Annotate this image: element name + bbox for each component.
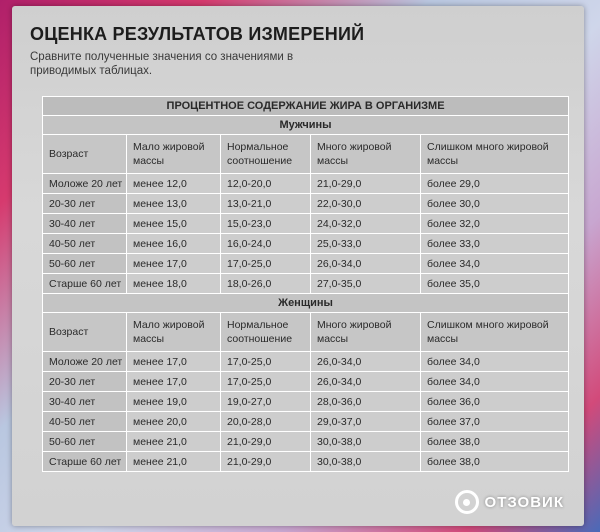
value-cell: более 38,0	[421, 452, 569, 472]
age-cell: 30-40 лет	[43, 214, 127, 234]
age-cell: 40-50 лет	[43, 412, 127, 432]
age-cell: Старше 60 лет	[43, 274, 127, 294]
table-row	[43, 214, 569, 234]
column-header: Слишком много жировой массы	[421, 135, 569, 174]
value-cell: более 35,0	[421, 274, 569, 294]
value-cell: менее 15,0	[127, 214, 221, 234]
value-cell: более 29,0	[421, 174, 569, 194]
table-row	[43, 432, 569, 452]
column-header: Нормальное соотношение	[221, 135, 311, 174]
table-row	[43, 412, 569, 432]
column-header: Нормальное соотношение	[221, 313, 311, 352]
value-cell: более 34,0	[421, 254, 569, 274]
age-cell: 40-50 лет	[43, 234, 127, 254]
value-cell: менее 20,0	[127, 412, 221, 432]
value-cell: 18,0-26,0	[221, 274, 311, 294]
value-cell: 27,0-35,0	[311, 274, 421, 294]
value-cell: 16,0-24,0	[221, 234, 311, 254]
table-row	[43, 174, 569, 194]
value-cell: менее 19,0	[127, 392, 221, 412]
value-cell: более 32,0	[421, 214, 569, 234]
value-cell: 26,0-34,0	[311, 254, 421, 274]
value-cell: 21,0-29,0	[221, 432, 311, 452]
value-cell: более 30,0	[421, 194, 569, 214]
value-cell: более 33,0	[421, 234, 569, 254]
table-row	[43, 274, 569, 294]
value-cell: менее 13,0	[127, 194, 221, 214]
page-subtitle: Сравните полученные значения со значениями в приводимых таблицах.	[30, 51, 294, 77]
table-row	[43, 372, 569, 392]
column-header-row	[43, 135, 569, 174]
table-heading: ПРОЦЕНТНОЕ СОДЕРЖАНИЕ ЖИРА В ОРГАНИЗМЕ	[43, 97, 569, 116]
value-cell: более 37,0	[421, 412, 569, 432]
value-cell: 17,0-25,0	[221, 372, 311, 392]
age-cell: 20-30 лет	[43, 194, 127, 214]
column-header: Много жировой массы	[311, 313, 421, 352]
age-cell: Старше 60 лет	[43, 452, 127, 472]
value-cell: 15,0-23,0	[221, 214, 311, 234]
column-header: Слишком много жировой массы	[421, 313, 569, 352]
age-cell: Моложе 20 лет	[43, 352, 127, 372]
column-header-row	[43, 313, 569, 352]
value-cell: менее 16,0	[127, 234, 221, 254]
value-cell: 28,0-36,0	[311, 392, 421, 412]
section-label-men: Мужчины	[43, 116, 569, 135]
age-cell: Моложе 20 лет	[43, 174, 127, 194]
value-cell: 19,0-27,0	[221, 392, 311, 412]
value-cell: менее 17,0	[127, 254, 221, 274]
value-cell: 21,0-29,0	[311, 174, 421, 194]
column-header: Мало жировой массы	[127, 135, 221, 174]
age-cell: 50-60 лет	[43, 254, 127, 274]
column-header: Мало жировой массы	[127, 313, 221, 352]
value-cell: менее 12,0	[127, 174, 221, 194]
column-header: Возраст	[43, 313, 127, 352]
value-cell: 26,0-34,0	[311, 372, 421, 392]
value-cell: 25,0-33,0	[311, 234, 421, 254]
value-cell: менее 17,0	[127, 372, 221, 392]
otzovik-logo-icon	[455, 490, 479, 514]
watermark-text: ОТЗОВИК	[484, 493, 564, 511]
value-cell: 13,0-21,0	[221, 194, 311, 214]
value-cell: 17,0-25,0	[221, 254, 311, 274]
value-cell: более 36,0	[421, 392, 569, 412]
value-cell: менее 18,0	[127, 274, 221, 294]
value-cell: 20,0-28,0	[221, 412, 311, 432]
value-cell: более 34,0	[421, 352, 569, 372]
value-cell: 26,0-34,0	[311, 352, 421, 372]
table-row	[43, 254, 569, 274]
otzovik-watermark	[455, 490, 564, 514]
value-cell: 24,0-32,0	[311, 214, 421, 234]
value-cell: менее 21,0	[127, 452, 221, 472]
value-cell: более 34,0	[421, 372, 569, 392]
value-cell: 30,0-38,0	[311, 432, 421, 452]
table-row	[43, 392, 569, 412]
value-cell: 29,0-37,0	[311, 412, 421, 432]
value-cell: 30,0-38,0	[311, 452, 421, 472]
body-fat-table	[42, 96, 568, 472]
table-row	[43, 352, 569, 372]
value-cell: 21,0-29,0	[221, 452, 311, 472]
value-cell: более 38,0	[421, 432, 569, 452]
column-header: Возраст	[43, 135, 127, 174]
age-cell: 20-30 лет	[43, 372, 127, 392]
value-cell: менее 17,0	[127, 352, 221, 372]
age-cell: 30-40 лет	[43, 392, 127, 412]
table-row	[43, 194, 569, 214]
value-cell: 22,0-30,0	[311, 194, 421, 214]
value-cell: 17,0-25,0	[221, 352, 311, 372]
column-header: Много жировой массы	[311, 135, 421, 174]
page-title: ОЦЕНКА РЕЗУЛЬТАТОВ ИЗМЕРЕНИЙ	[30, 24, 365, 44]
section-label-women: Женщины	[43, 294, 569, 313]
table-row	[43, 452, 569, 472]
table-row	[43, 234, 569, 254]
age-cell: 50-60 лет	[43, 432, 127, 452]
value-cell: менее 21,0	[127, 432, 221, 452]
value-cell: 12,0-20,0	[221, 174, 311, 194]
photo-frame	[12, 6, 584, 526]
